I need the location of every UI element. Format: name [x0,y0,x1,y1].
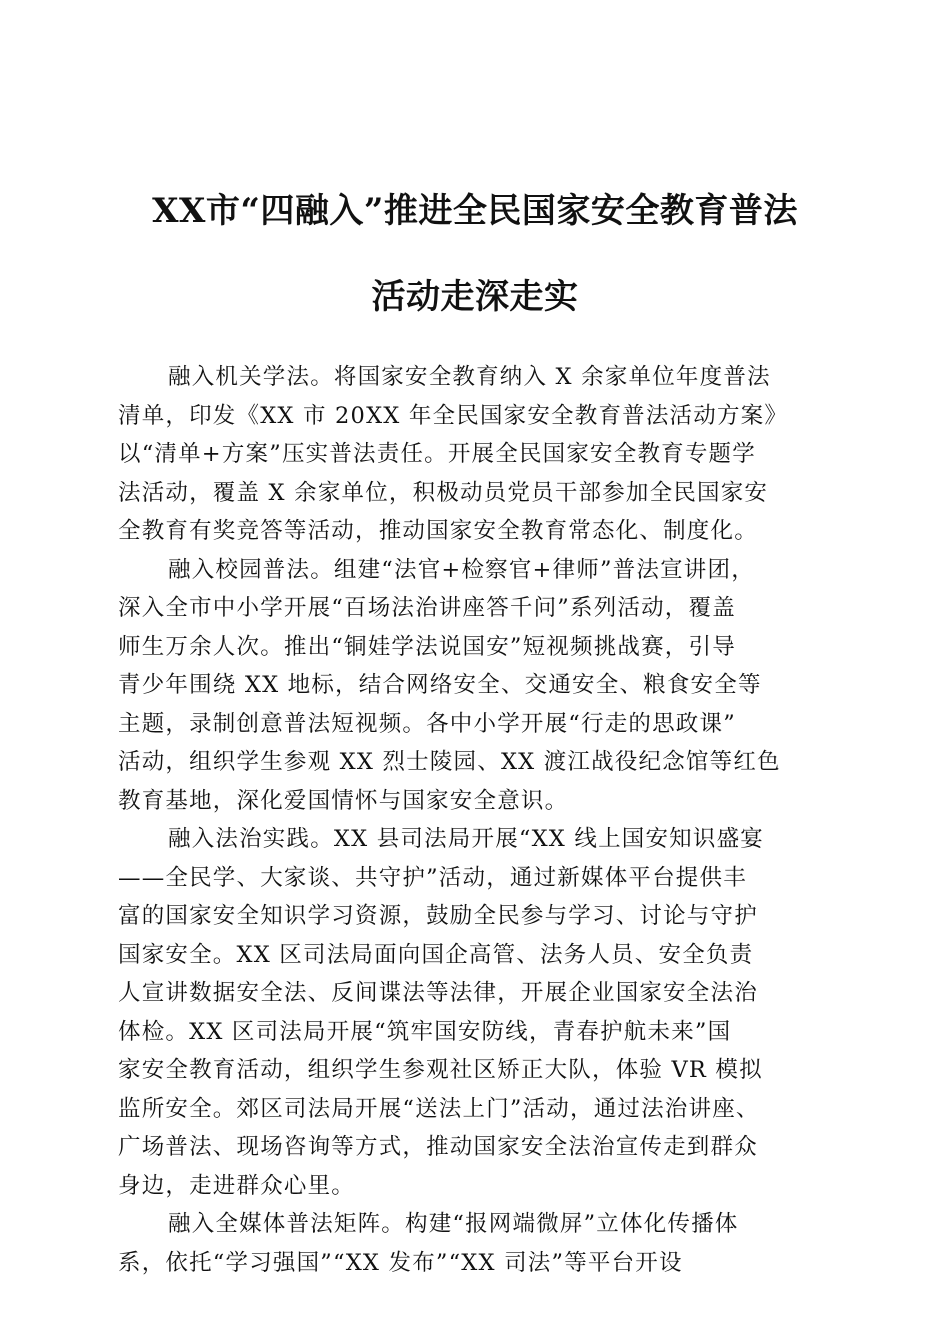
paragraph-rule-of-law-practice [118,820,828,1205]
text-line: 广场普法、现场咨询等方式，推动国家安全法治宣传走到群众 [118,1134,758,1160]
text-line: ——全民学、大家谈、共守护”活动，通过新媒体平台提供丰 [118,864,747,891]
text-line: 深入全市中小学开展“百场法治讲座答千问”系列活动，覆盖 [118,595,736,621]
text-line: 清单，印发《XX 市 20XX 年全民国家安全教育普法活动方案》 [118,402,789,429]
text-line: 人宣讲数据安全法、反间谍法等法律，开展企业国家安全法治 [118,980,758,1006]
text-line: 以“清单+方案”压实普法责任。开展全民国家安全教育专题学 [118,441,756,467]
text-line: 法活动，覆盖 X 余家单位，积极动员党员干部参加全民国家安 [118,479,769,506]
text-line: 监所安全。郊区司法局开展“送法上门”活动，通过法治讲座、 [118,1095,760,1122]
text-line: 国家安全。XX 区司法局面向国企高管、法务人员、安全负责 [118,941,754,968]
text-line: 融入全媒体普法矩阵。构建“报网端微屏”立体化传播体 [168,1211,739,1237]
text-line: 教育基地，深化爱国情怀与国家安全意识。 [118,787,569,814]
text-line: 师生万余人次。推出“铜娃学法说国安”短视频挑战赛，引导 [118,633,736,660]
text-line: 融入法治实践。XX 县司法局开展“XX 线上国安知识盛宴 [168,826,764,852]
text-line: 身边，走进群众心里。 [118,1172,356,1199]
text-line: 全教育有奖竞答等活动，推动国家安全教育常态化、制度化。 [118,518,758,544]
text-line: 家安全教育活动，组织学生参观社区矫正大队，体验 VR 模拟 [118,1057,763,1083]
title-line-2: 活动走深走实 [371,277,579,317]
text-line: 活动，组织学生参观 XX 烈士陵园、XX 渡江战役纪念馆等红色 [118,749,781,775]
paragraph-campus-law-education [118,551,828,821]
text-line: 融入校园普法。组建“法官+检察官+律师”普法宣讲团， [168,556,755,583]
document-title [100,168,850,340]
title-line-1: XX市“四融入”推进全民国家安全教育普法 [152,191,798,231]
document-body [118,358,828,1282]
text-line: 富的国家安全知识学习资源，鼓励全民参与学习、讨论与守护 [118,903,758,929]
text-line: 体检。XX 区司法局开展“筑牢国安防线，青春护航未来”国 [118,1018,732,1045]
text-line: 融入机关学法。将国家安全教育纳入 X 余家单位年度普法 [168,364,771,390]
paragraph-agency-law-study [118,358,828,551]
text-line: 青少年围绕 XX 地标，结合网络安全、交通安全、粮食安全等 [118,672,762,698]
paragraph-all-media-matrix [118,1205,828,1282]
text-line: 系，依托“学习强国”“XX 发布”“XX 司法”等平台开设 [118,1249,683,1276]
text-line: 主题，录制创意普法短视频。各中小学开展“行走的思政课” [118,710,736,737]
